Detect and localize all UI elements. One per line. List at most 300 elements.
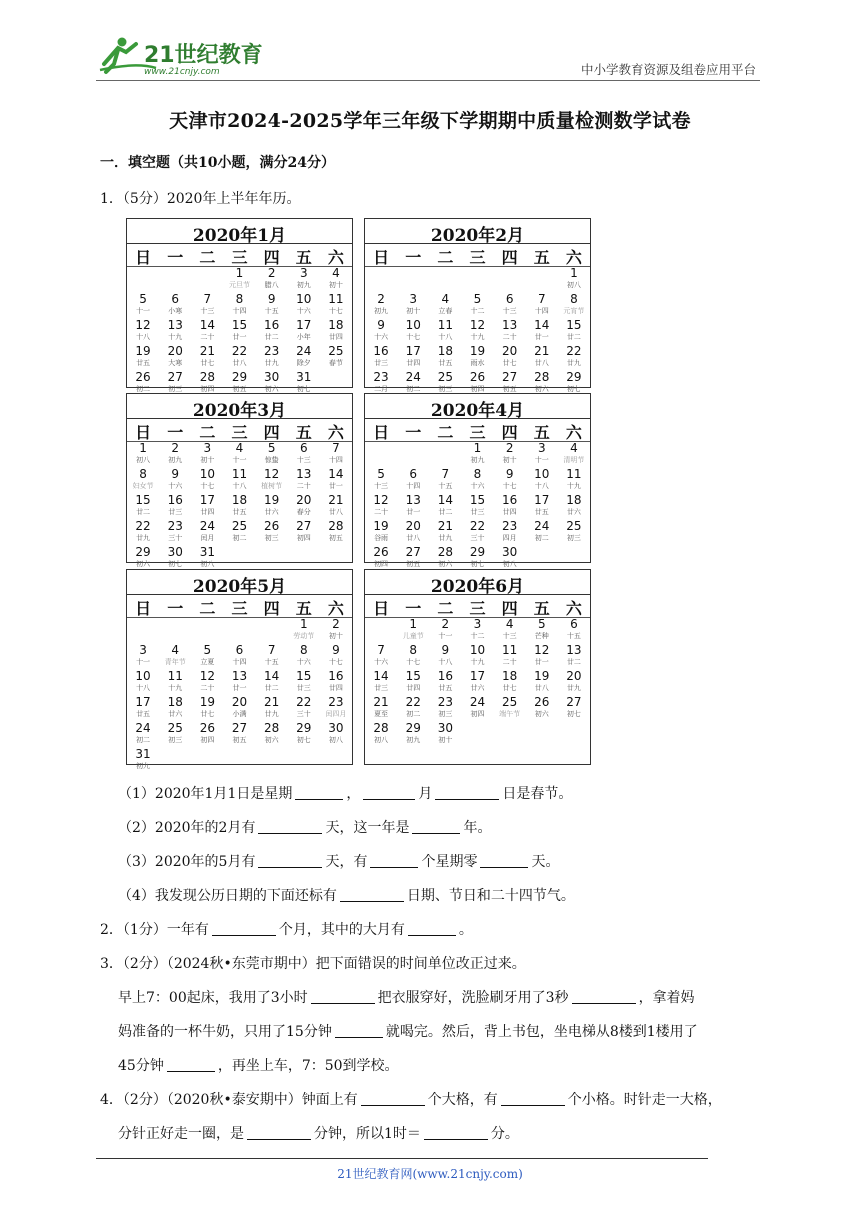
calendar-day-cell: [223, 644, 255, 670]
answer-blank[interactable]: [295, 785, 343, 800]
calendar-day-cell: [191, 520, 223, 546]
calendar-day-cell: [191, 494, 223, 520]
calendar-day-cell: [127, 319, 159, 345]
calendar-day-number: 12: [199, 669, 215, 683]
calendar-lunar-label: 廿二: [438, 508, 453, 516]
page-title: 天津市2024-2025学年三年级下学期期中质量检测数学试卷: [169, 110, 691, 132]
calendar-lunar-label: 立春: [438, 307, 453, 315]
calendar-lunar-label: 十六: [470, 482, 485, 490]
answer-blank[interactable]: [363, 785, 415, 800]
calendar-day-number: 25: [566, 519, 582, 533]
answer-blank[interactable]: [258, 853, 322, 868]
calendar-lunar-label: 廿四: [328, 684, 343, 692]
calendar-day-cell: [461, 293, 493, 319]
q1-sub-3-text-d: 天。: [531, 854, 560, 870]
calendar-lunar-label: 初四: [200, 385, 215, 393]
calendar-day-number: 9: [332, 643, 340, 657]
calendar-lunar-label: 二十: [296, 482, 311, 490]
weekday-header: [127, 245, 352, 265]
calendar-day-number: 22: [296, 695, 312, 709]
calendar-lunar-label: [127, 267, 159, 279]
weekday-label: 三: [469, 248, 486, 267]
calendar-lunar-label: 初九: [296, 281, 311, 289]
answer-blank[interactable]: [361, 1091, 425, 1106]
calendar-lunar-label: 廿九: [264, 359, 279, 367]
calendar-lunar-label: 十五: [264, 307, 279, 315]
calendar-day-number: 14: [199, 318, 215, 332]
q4-text-2c: 分。: [490, 1126, 519, 1142]
calendar-day-cell: [526, 345, 558, 371]
calendar-day-cell: [159, 494, 191, 520]
calendar-day-number: 16: [501, 493, 518, 507]
calendar-title-divider: [127, 243, 352, 244]
calendar-day-number: 19: [263, 493, 280, 507]
weekday-label: 二: [437, 599, 454, 618]
calendar-lunar-label: 初十: [328, 632, 343, 640]
calendar-day-cell: [494, 267, 526, 293]
calendar-day-number: 22: [231, 344, 248, 358]
calendar-lunar-label: [429, 442, 461, 454]
calendar-lunar-label: 十九: [470, 333, 485, 341]
calendar-day-number: 3: [299, 266, 308, 280]
weekday-label: 五: [533, 599, 550, 618]
calendar-day-number: 9: [377, 318, 385, 332]
calendar-day-cell: [429, 670, 461, 696]
calendar-day-cell: [526, 644, 558, 670]
calendar-day-cell: [223, 442, 255, 468]
calendar-lunar-label: 十三: [296, 456, 311, 464]
calendar-lunar-label: 初九: [168, 456, 183, 464]
answer-blank[interactable]: [212, 921, 276, 936]
q1-sub-4: [118, 885, 575, 905]
answer-blank[interactable]: [408, 921, 456, 936]
calendar-day-number: 20: [231, 695, 248, 709]
calendar-lunar-label: 十一: [438, 632, 453, 640]
calendar-lunar-label: 初三: [438, 385, 453, 393]
q3-line-1: [118, 987, 695, 1007]
calendar-day-number: 23: [501, 519, 518, 533]
weekday-label: 一: [167, 599, 184, 618]
q3-line-2: [118, 1021, 698, 1041]
calendar-day-number: 10: [534, 467, 550, 481]
calendar-day-cell: [461, 319, 493, 345]
calendar-day-number: 18: [566, 493, 582, 507]
calendar-day-cell: [558, 644, 590, 670]
calendar-day-cell: [191, 293, 223, 319]
answer-blank[interactable]: [167, 1057, 215, 1072]
calendar-day-number: 14: [373, 669, 389, 683]
calendar-day-number: 6: [570, 617, 578, 631]
calendar-lunar-label: 十五: [438, 482, 453, 490]
calendar-day-number: 23: [263, 344, 280, 358]
calendar-day-number: 18: [501, 669, 518, 683]
calendar-week-row: [127, 670, 352, 696]
calendar-lunar-label: 十四: [328, 456, 343, 464]
calendar-day-number: 25: [437, 370, 453, 384]
q1-sub-2: [118, 817, 491, 837]
calendar-lunar-label: 闰四月: [325, 710, 347, 718]
calendar-lunar-label: 三十: [470, 534, 485, 542]
calendar-lunar-label: 廿五: [438, 684, 453, 692]
calendar-lunar-label: 惊蛰: [264, 456, 279, 464]
header-divider: [96, 80, 760, 81]
q3-line-3: [118, 1055, 399, 1075]
calendar-lunar-label: 妇女节: [132, 482, 154, 490]
calendar-lunar-label: 廿四: [200, 508, 215, 516]
calendar-lunar-label: 端午节: [499, 710, 521, 718]
answer-blank[interactable]: [412, 819, 460, 834]
calendar-day-cell: [365, 520, 397, 546]
calendar-lunar-label: 初九: [470, 456, 485, 464]
calendar-lunar-label: 初八: [566, 281, 581, 289]
calendar-day-number: 28: [437, 545, 453, 559]
calendar-day-cell: [558, 670, 590, 696]
answer-blank[interactable]: [480, 853, 528, 868]
calendar-title-divider: [365, 418, 590, 419]
calendar-day-cell: [288, 722, 320, 748]
calendar-day-number: 6: [171, 292, 180, 306]
calendar-lunar-label: [397, 442, 429, 454]
calendar-lunar-label: 植树节: [261, 482, 283, 490]
calendar-day-cell: [191, 748, 223, 774]
calendar-day-number: 25: [501, 695, 518, 709]
calendar-day-cell: [429, 696, 461, 722]
calendar-lunar-label: 廿九: [566, 684, 581, 692]
footer-divider: [96, 1158, 708, 1159]
calendar-day-cell: [397, 267, 429, 293]
calendar-day-number: 15: [296, 669, 312, 683]
calendar-lunar-label: 十四: [534, 307, 549, 315]
weekday-label: 三: [231, 599, 248, 618]
calendar-day-number: 22: [135, 519, 151, 533]
calendar-title: 2020年5月: [192, 577, 287, 597]
weekday-label: 六: [565, 248, 582, 267]
calendar-day-number: 11: [501, 643, 518, 657]
calendar-lunar-label: 廿三: [168, 508, 183, 516]
calendar-day-cell: [365, 267, 397, 293]
calendar-lunar-label: 十四: [406, 482, 421, 490]
calendar-day-number: 29: [231, 370, 248, 384]
calendar-day-number: 21: [437, 519, 453, 533]
site-logo: [96, 34, 266, 78]
calendar-day-cell: [159, 696, 191, 722]
calendar-day-number: 11: [437, 318, 453, 332]
calendar-week-row: [365, 468, 590, 494]
calendar-week-row: [365, 520, 590, 546]
calendar-lunar-label: 十八: [438, 658, 453, 666]
q1-sub-2-text-c: 年。: [463, 820, 492, 836]
calendar-day-cell: [397, 319, 429, 345]
calendar-day-cell: [558, 722, 590, 748]
weekday-label: 二: [199, 248, 216, 267]
calendar-week-row: [365, 618, 590, 644]
calendar-lunar-label: [191, 267, 223, 279]
calendar-lunar-label: [558, 546, 590, 558]
calendar-day-cell: [159, 293, 191, 319]
calendar-day-cell: [191, 644, 223, 670]
calendar-lunar-label: 青年节: [164, 658, 186, 666]
answer-blank[interactable]: [501, 1091, 565, 1106]
calendar-day-cell: [365, 468, 397, 494]
calendar-day-number: 10: [405, 318, 421, 332]
weekday-label: 日: [135, 423, 152, 442]
calendar-day-cell: [397, 644, 429, 670]
calendar-day-number: 13: [501, 318, 518, 332]
calendar-day-cell: [397, 520, 429, 546]
answer-blank[interactable]: [311, 989, 375, 1004]
calendar-day-cell: [288, 345, 320, 371]
weekday-label: 三: [469, 599, 486, 618]
calendar-week-row: [127, 618, 352, 644]
calendar-day-cell: [365, 644, 397, 670]
calendar-lunar-label: 初三: [168, 385, 183, 393]
weekday-header: [365, 245, 590, 265]
weekday-label: 日: [373, 423, 390, 442]
weekday-label: 四: [263, 248, 280, 267]
calendar-day-number: 1: [473, 441, 482, 455]
calendar-day-number: 19: [534, 669, 550, 683]
calendar-lunar-label: 初四: [470, 710, 485, 718]
calendar-day-cell: [288, 442, 320, 468]
calendar-day-number: 6: [235, 643, 244, 657]
calendar-day-number: 4: [441, 292, 450, 306]
calendar-day-number: 29: [296, 721, 312, 735]
calendar-week-row: [365, 644, 590, 670]
calendar-day-cell: [127, 618, 159, 644]
calendar-day-cell: [365, 670, 397, 696]
calendar-day-number: 4: [171, 643, 180, 657]
calendar-day-number: 25: [231, 519, 248, 533]
calendar-day-cell: [320, 722, 352, 748]
weekday-label: 六: [327, 248, 344, 267]
calendar-lunar-label: 十六: [168, 482, 183, 490]
answer-blank[interactable]: [572, 989, 636, 1004]
calendar-lunar-label: 二十: [374, 508, 389, 516]
calendar-day-cell: [461, 644, 493, 670]
calendar-day-cell: [558, 442, 590, 468]
answer-blank[interactable]: [247, 1125, 311, 1140]
calendar-lunar-label: 初七: [566, 710, 581, 718]
q3-text-1b: 把衣服穿好，洗脸刷牙用了3秒: [377, 990, 569, 1006]
calendar-day-number: 31: [135, 747, 151, 761]
calendar-day-cell: [397, 494, 429, 520]
calendar-day-cell: [429, 644, 461, 670]
q4-text-1c: 个小格。时针走一大格，: [567, 1092, 722, 1108]
calendar-day-cell: [365, 442, 397, 468]
calendar-day-cell: [320, 468, 352, 494]
calendar-lunar-label: [365, 442, 397, 454]
q3-text-2a: 妈准备的一杯牛奶，只用了15分钟: [118, 1024, 332, 1040]
calendar-day-number: 5: [473, 292, 482, 306]
calendar-day-number: 29: [405, 721, 421, 735]
calendar-day-cell: [526, 468, 558, 494]
calendar-day-cell: [494, 520, 526, 546]
calendar-day-number: 16: [263, 318, 280, 332]
q3-text-1a: 早上7：00起床，我用了3小时: [118, 990, 308, 1006]
calendar-day-number: 11: [328, 292, 344, 306]
q1-sub-4-text-a: （4）我发现公历日期的下面还标有: [118, 888, 337, 904]
calendar-day-cell: [256, 696, 288, 722]
calendar-lunar-label: 春节: [328, 359, 343, 367]
calendar-lunar-label: [223, 618, 255, 630]
calendar-day-cell: [256, 319, 288, 345]
calendar-day-number: 18: [231, 493, 248, 507]
calendar-day-number: 27: [405, 545, 421, 559]
calendar-lunar-label: 春分: [296, 508, 311, 516]
answer-blank[interactable]: [340, 887, 404, 902]
calendar-day-number: 7: [377, 643, 385, 657]
calendar-day-number: 30: [437, 721, 453, 735]
calendar-day-cell: [526, 442, 558, 468]
calendar-day-cell: [320, 319, 352, 345]
calendar-day-number: 8: [299, 643, 308, 657]
calendar-day-number: 16: [167, 493, 183, 507]
calendar-lunar-label: 廿八: [534, 359, 549, 367]
calendar-day-cell: [159, 468, 191, 494]
weekday-label: 五: [295, 248, 312, 267]
calendar-day-number: 2: [332, 617, 340, 631]
calendar-lunar-label: 廿二: [566, 333, 581, 341]
q4-text-1a: 4．（2分）（2020秋•泰安期中）钟面上有: [100, 1092, 358, 1108]
q1-sub-3: [118, 851, 559, 871]
calendar-lunar-label: [256, 748, 288, 760]
calendar-day-number: 12: [373, 493, 389, 507]
calendar-day-number: 19: [469, 344, 486, 358]
calendar-day-cell: [320, 696, 352, 722]
calendar-day-number: 24: [199, 519, 215, 533]
weekday-label: 一: [167, 248, 184, 267]
calendar-day-number: 13: [566, 643, 582, 657]
calendar-lunar-label: 初七: [296, 736, 311, 744]
calendar-day-cell: [461, 267, 493, 293]
calendar-lunar-label: [365, 267, 397, 279]
weekday-label: 四: [501, 423, 518, 442]
calendar-lunar-label: 廿五: [136, 710, 151, 718]
calendar-day-cell: [558, 520, 590, 546]
calendar-day-cell: [429, 345, 461, 371]
calendar-day-cell: [365, 319, 397, 345]
calendar-title: 2020年4月: [430, 401, 525, 421]
weekday-label: 六: [565, 599, 582, 618]
calendar-day-cell: [494, 722, 526, 748]
calendar-day-number: 19: [373, 519, 389, 533]
calendar-lunar-label: [127, 618, 159, 630]
q1-sub-1-text-a: （1）2020年1月1日是星期: [118, 786, 293, 802]
question-1-stem: 1．（5分）2020年上半年年历。: [100, 191, 301, 207]
calendar-day-cell: [223, 748, 255, 774]
answer-blank[interactable]: [424, 1125, 488, 1140]
calendar-lunar-label: 雨水: [470, 359, 485, 367]
calendar-day-cell: [558, 696, 590, 722]
calendar-day-cell: [256, 494, 288, 520]
calendar-day-cell: [256, 670, 288, 696]
calendar-day-number: 13: [231, 669, 248, 683]
calendar-lunar-label: 初七: [296, 385, 311, 393]
calendar-lunar-label: 初四: [296, 534, 311, 542]
calendar-day-cell: [320, 293, 352, 319]
calendar-day-cell: [127, 494, 159, 520]
calendar-day-cell: [127, 670, 159, 696]
calendar-lunar-label: [256, 618, 288, 630]
calendar-day-cell: [558, 293, 590, 319]
calendar-day-cell: [558, 468, 590, 494]
calendar-day-cell: [397, 345, 429, 371]
calendar-day-cell: [320, 670, 352, 696]
calendar-day-number: 23: [437, 695, 453, 709]
calendar-day-number: 5: [203, 643, 212, 657]
answer-blank[interactable]: [370, 853, 418, 868]
calendar-month: [364, 218, 591, 393]
calendar-day-number: 1: [235, 266, 244, 280]
calendar-day-number: 15: [566, 318, 582, 332]
weekday-label: 四: [263, 599, 280, 618]
calendar-lunar-label: 初二: [406, 710, 421, 718]
calendar-day-number: 28: [373, 721, 389, 735]
calendar-lunar-label: 初九: [136, 762, 151, 770]
calendar-day-cell: [191, 468, 223, 494]
calendar-day-number: 28: [263, 721, 280, 735]
answer-blank[interactable]: [435, 785, 499, 800]
calendar-week-row: [127, 468, 352, 494]
calendar-lunar-label: 十九: [168, 333, 183, 341]
calendar-day-cell: [159, 748, 191, 774]
calendar-day-cell: [558, 345, 590, 371]
calendar-day-cell: [526, 722, 558, 748]
calendar-day-number: 13: [167, 318, 183, 332]
calendar-grid: [365, 442, 590, 572]
calendar-day-cell: [191, 670, 223, 696]
answer-blank[interactable]: [258, 819, 322, 834]
calendar-lunar-label: 初二: [136, 385, 151, 393]
calendar-day-cell: [159, 618, 191, 644]
calendar-lunar-label: 廿四: [502, 508, 517, 516]
calendar-title-divider: [127, 594, 352, 595]
calendar-day-cell: [288, 494, 320, 520]
calendar-lunar-label: 廿八: [232, 359, 247, 367]
calendar-day-cell: [320, 442, 352, 468]
weekday-label: 一: [405, 248, 422, 267]
calendar-day-cell: [288, 267, 320, 293]
calendar-lunar-label: 十二: [470, 632, 485, 640]
q1-sub-1-text-b: ，: [346, 786, 361, 802]
calendar-day-cell: [558, 618, 590, 644]
answer-blank[interactable]: [335, 1023, 383, 1038]
q3-text-2b: 就喝完。然后，背上书包，坐电梯从8楼到1楼用了: [385, 1024, 698, 1040]
calendar-day-cell: [429, 293, 461, 319]
calendar-day-number: 23: [167, 519, 183, 533]
calendar-lunar-label: 十九: [168, 684, 183, 692]
calendar-day-number: 12: [534, 643, 550, 657]
weekday-label: 六: [565, 423, 582, 442]
calendar-day-cell: [558, 267, 590, 293]
calendar-day-cell: [461, 468, 493, 494]
calendar-day-cell: [461, 345, 493, 371]
calendar-day-cell: [461, 520, 493, 546]
calendar-lunar-label: 初二: [406, 385, 421, 393]
weekday-header: [365, 420, 590, 440]
calendar-day-cell: [461, 442, 493, 468]
calendar-lunar-label: 廿三: [374, 684, 389, 692]
calendar-day-number: 7: [332, 441, 340, 455]
calendar-day-number: 5: [139, 292, 147, 306]
calendar-day-cell: [526, 293, 558, 319]
calendar-lunar-label: 三十: [168, 534, 183, 542]
calendar-lunar-label: [256, 546, 288, 558]
calendar-week-row: [127, 644, 352, 670]
calendar-day-cell: [159, 319, 191, 345]
calendar-day-cell: [223, 345, 255, 371]
calendar-day-number: 20: [167, 344, 183, 358]
